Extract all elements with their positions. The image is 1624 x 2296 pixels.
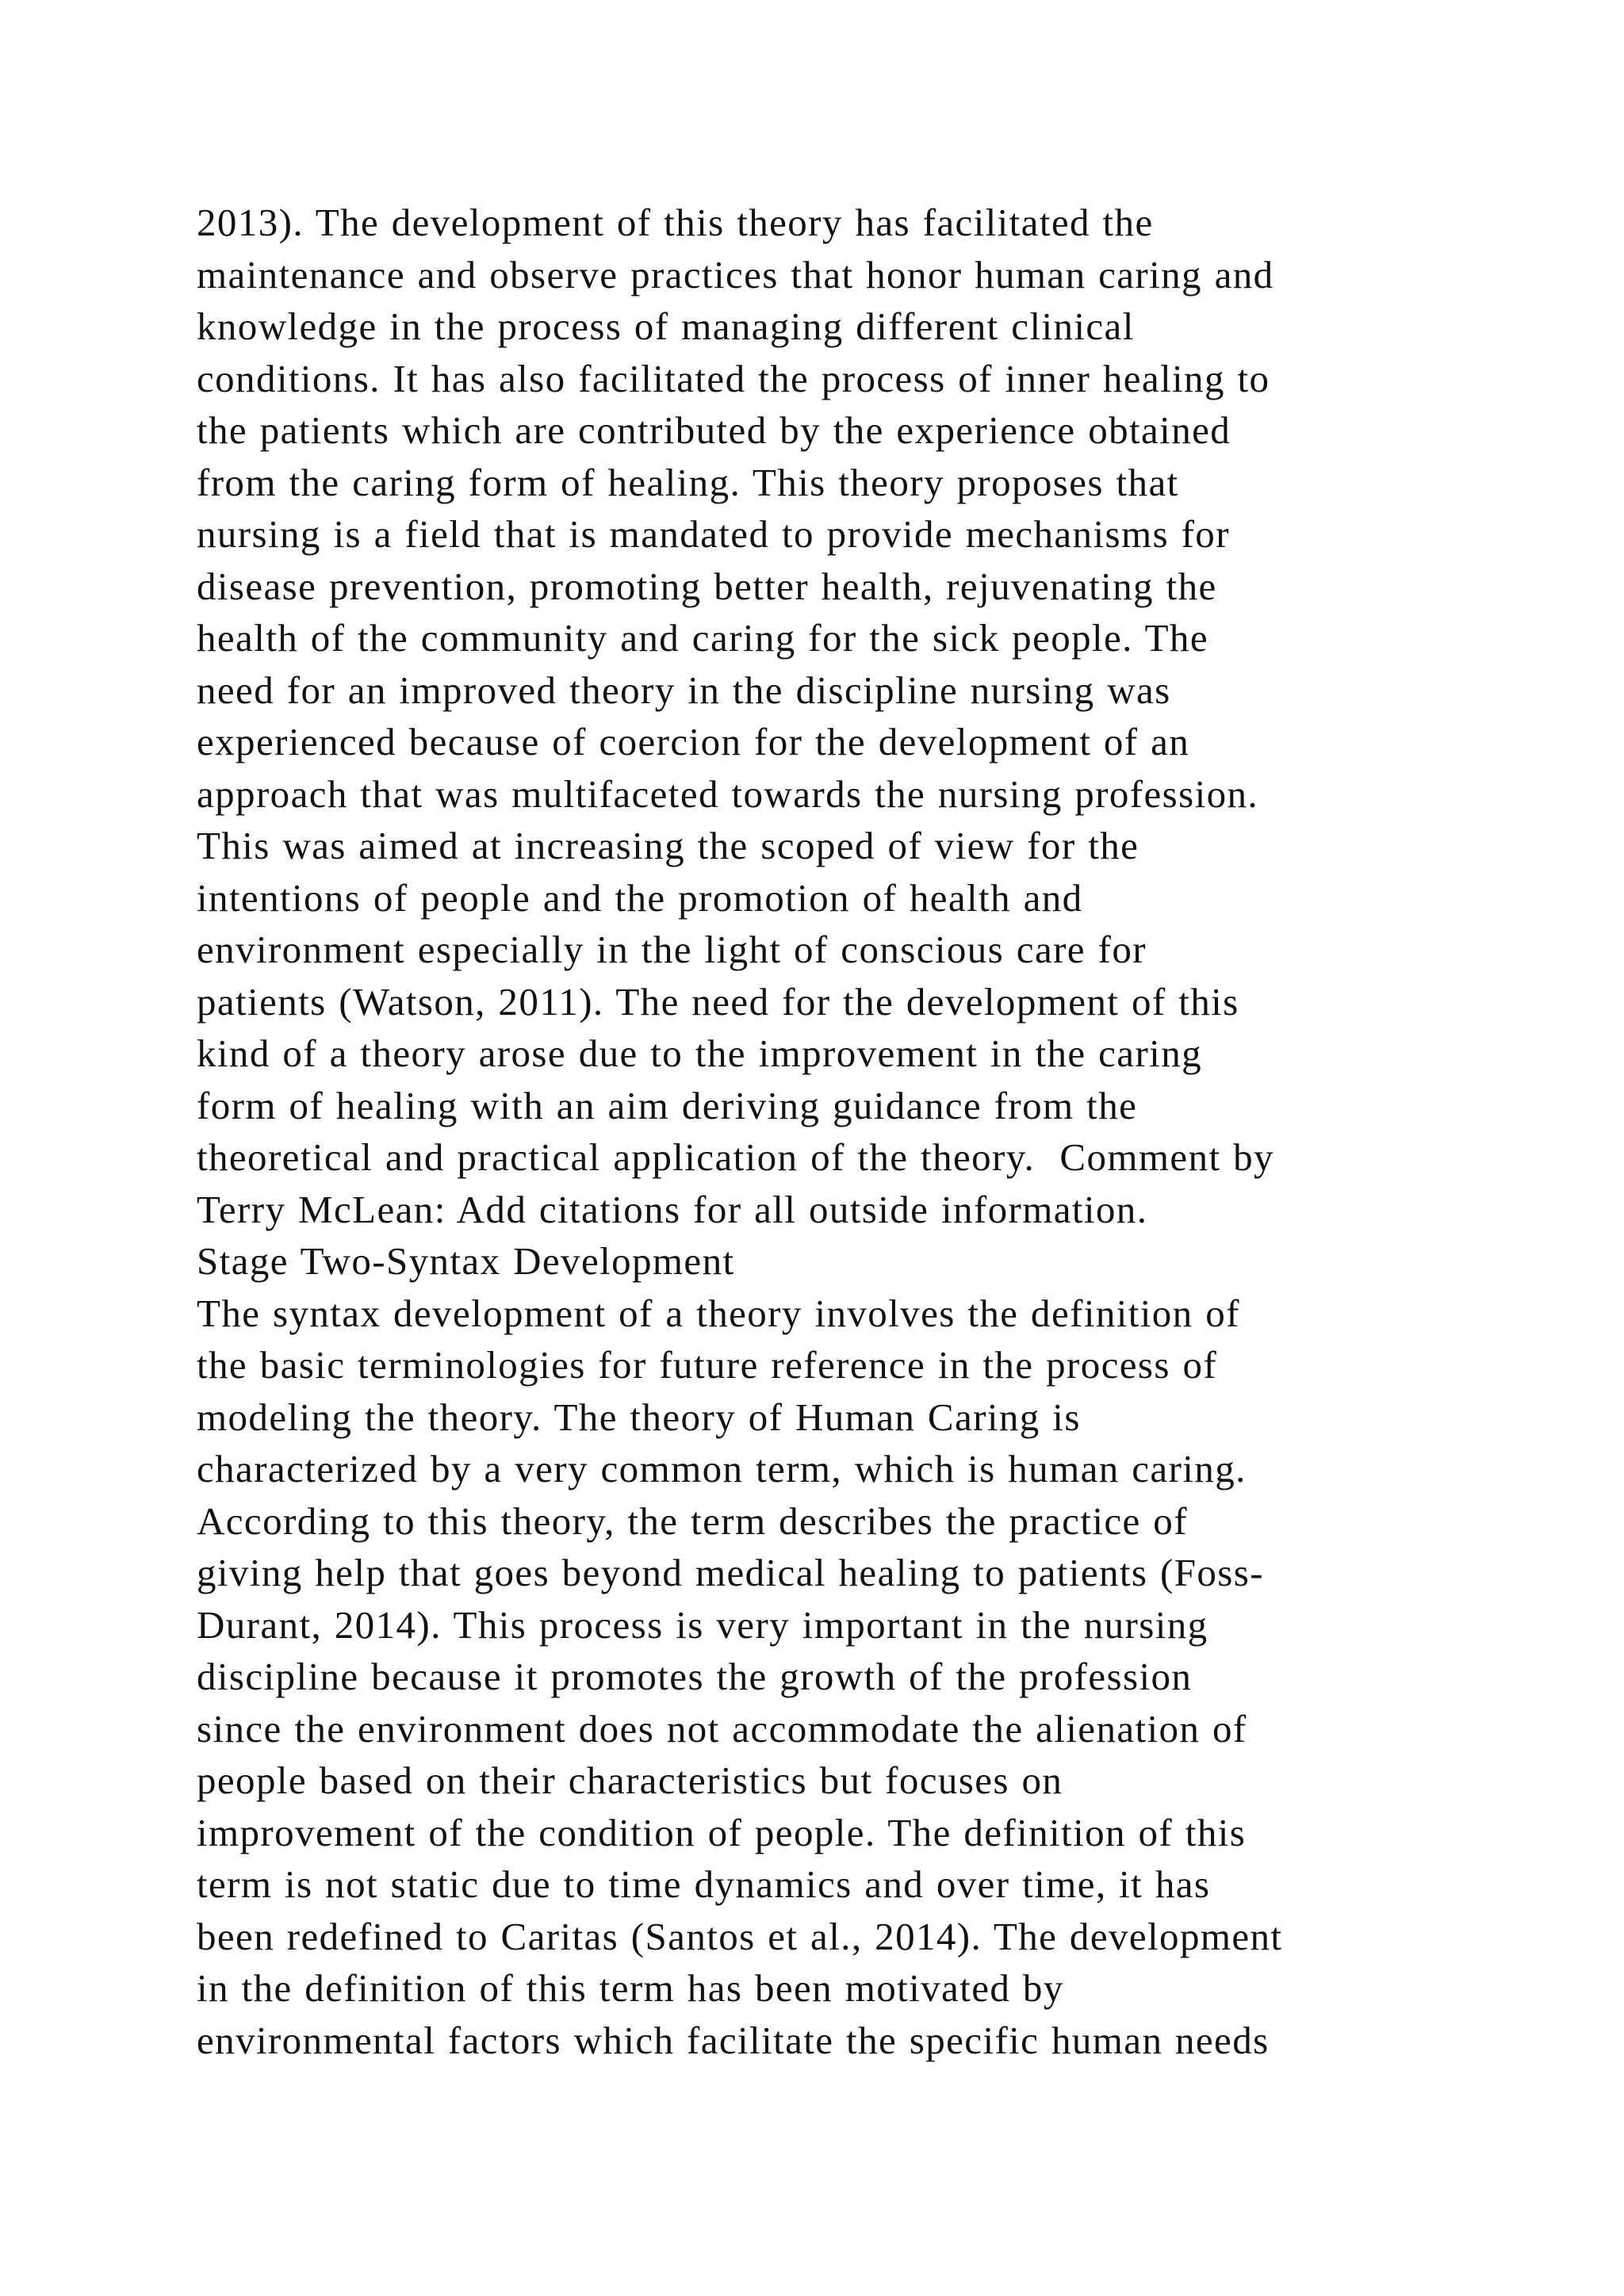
text-line: nursing is a field that is mandated to provide mechanisms for [197, 512, 1230, 556]
text-line: term is not static due to time dynamics and over time, it has [197, 1862, 1211, 1906]
text-line: need for an improved theory in the discipline nursing was [197, 668, 1171, 712]
text-line: people based on their characteristics but focuses on [197, 1758, 1063, 1802]
text-line: the basic terminologies for future reference in the process of [197, 1343, 1218, 1387]
text-line: patients (Watson, 2011). The need for the development of this [197, 979, 1239, 1024]
text-line: health of the community and caring for the sick people. The [197, 616, 1208, 660]
text-line: since the environment does not accommodate the alienation of [197, 1706, 1247, 1751]
section-heading: Stage Two-Syntax Development [197, 1239, 735, 1283]
text-line: the patients which are contributed by the experience obtained [197, 408, 1231, 452]
text-line: conditions. It has also facilitated the process of inner healing to [197, 356, 1270, 400]
text-line: This was aimed at increasing the scoped of view for the [197, 824, 1139, 867]
text-line: The syntax development of a theory involves the definition of [197, 1291, 1240, 1335]
text-line: from the caring form of healing. This theory proposes that [197, 460, 1179, 504]
text-line: maintenance and observe practices that honor human caring and [197, 252, 1274, 297]
text-line: disease prevention, promoting better health, rejuvenating the [197, 564, 1217, 608]
text-line: Durant, 2014). This process is very important in the nursing [197, 1602, 1208, 1647]
text-line: intentions of people and the promotion of health and [197, 875, 1083, 920]
text-line: According to this theory, the term describes the practice of [197, 1498, 1188, 1543]
text-line: characterized by a very common term, which is human caring. [197, 1447, 1247, 1490]
text-line: experienced because of coercion for the development of an [197, 720, 1190, 763]
text-line: 2013). The development of this theory has facilitated the [197, 201, 1154, 244]
text-line: discipline because it promotes the growth of the profession [197, 1655, 1193, 1698]
text-line: giving help that goes beyond medical healing to patients (Foss- [197, 1551, 1264, 1594]
text-line: environment especially in the light of conscious care for [197, 928, 1147, 971]
text-line: form of healing with an aim deriving guidance from the [197, 1083, 1138, 1127]
text-line: in the definition of this term has been motivated by [197, 1966, 1064, 2010]
text-line: improvement of the condition of people. The definition of this [197, 1810, 1247, 1854]
text-line: kind of a theory arose due to the improvement in the caring [197, 1031, 1202, 1075]
text-line: approach that was multifaceted towards the nursing profession. [197, 771, 1259, 816]
text-line: been redefined to Caritas (Santos et al., 2014). The development [197, 1914, 1283, 1958]
text-line: knowledge in the process of managing different clinical [197, 304, 1135, 348]
text-line: theoretical and practical application of the theory. Comment by [197, 1135, 1274, 1179]
text-line: Terry McLean: Add citations for all outside information. [197, 1187, 1148, 1231]
text-line: modeling the theory. The theory of Human Caring is [197, 1395, 1081, 1439]
text-line: environmental factors which facilitate the specific human needs [197, 2018, 1270, 2062]
document-body-text [197, 197, 1497, 2066]
